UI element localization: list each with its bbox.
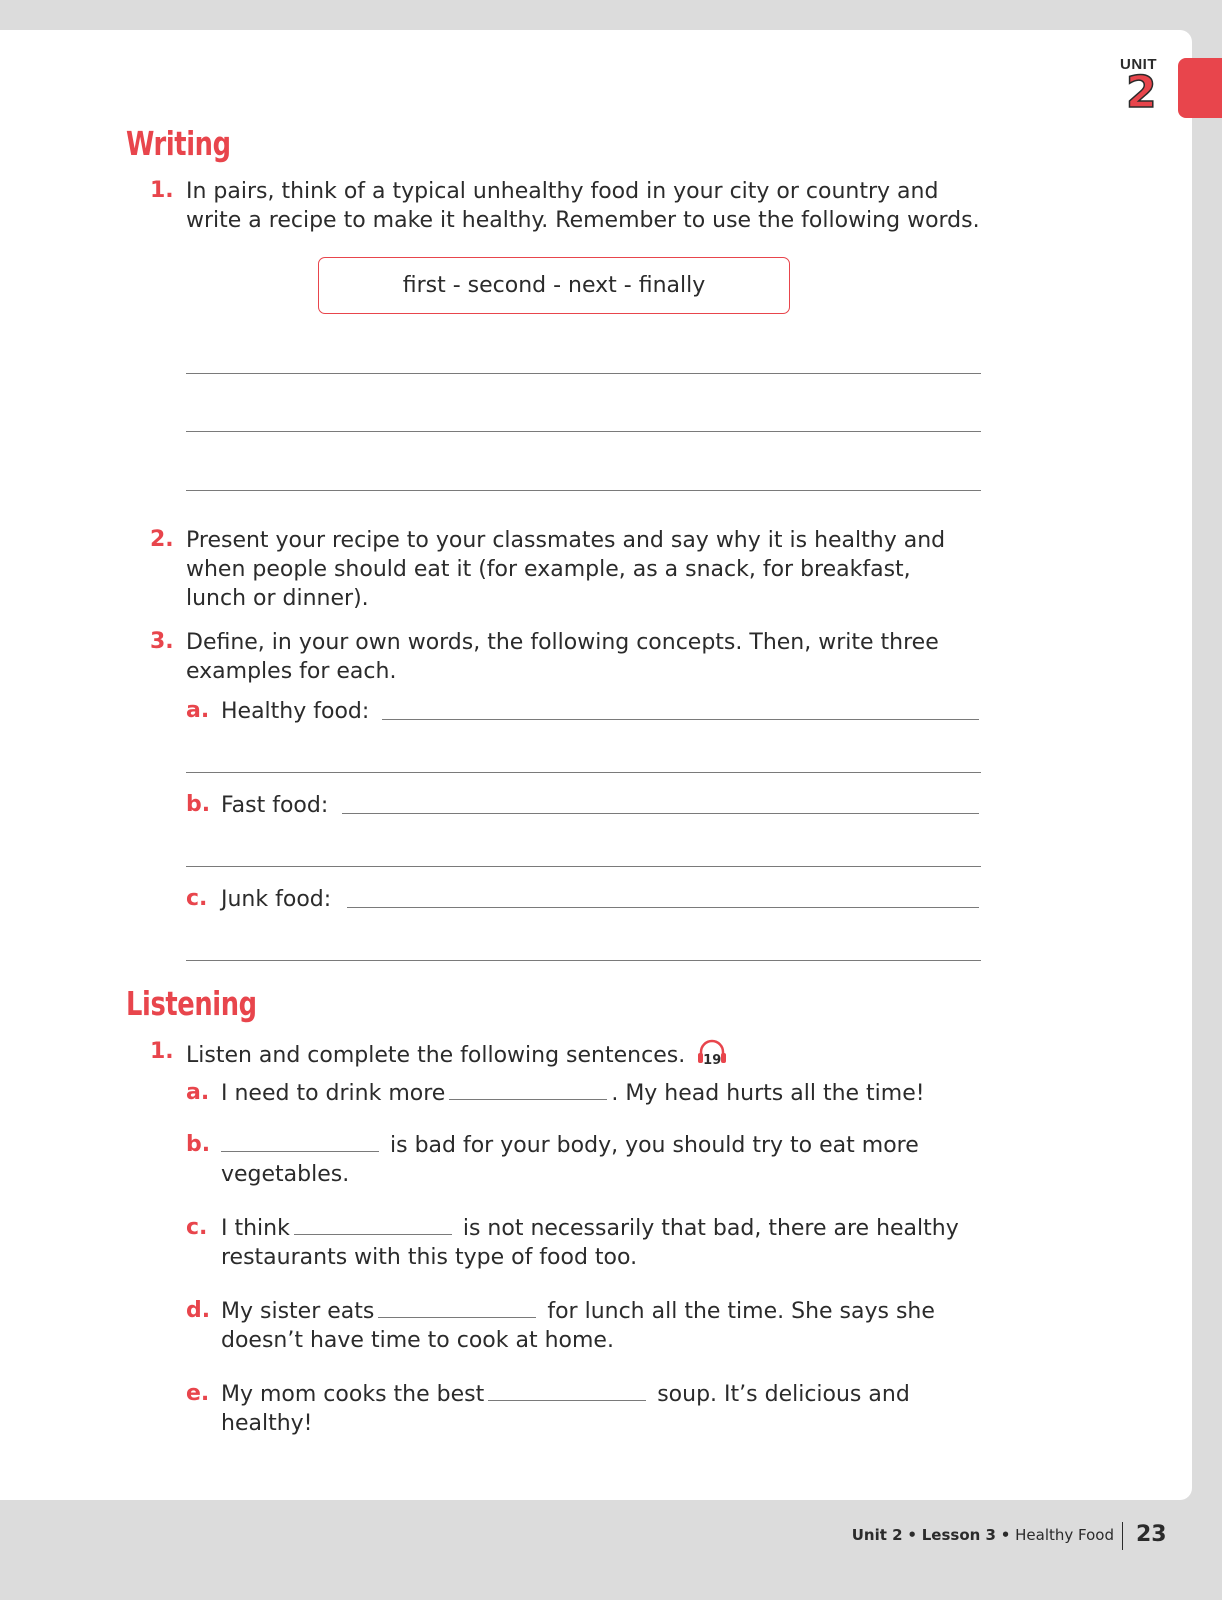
listening-title: Listening xyxy=(126,984,257,1023)
fill-blank[interactable] xyxy=(221,1151,379,1152)
unit-label: UNIT xyxy=(1120,56,1157,73)
headphones-icon[interactable] xyxy=(696,1038,728,1066)
footer-topic: Healthy Food xyxy=(1015,1526,1114,1544)
listening-q1-number: 1. xyxy=(150,1039,174,1064)
sentence-text: My mom cooks the best xyxy=(221,1382,485,1407)
audio-track-number: 19 xyxy=(703,1053,722,1068)
footer-bullet: • xyxy=(907,1526,917,1544)
writing-q1-line1: In pairs, think of a typical unhealthy food in your city or country and xyxy=(186,179,939,204)
junk-food-label: Junk food: xyxy=(221,887,332,912)
sentence-d-line2: doesn’t have time to cook at home. xyxy=(221,1328,614,1353)
answer-line[interactable] xyxy=(342,813,979,814)
item-letter: a. xyxy=(186,698,210,723)
fill-blank[interactable] xyxy=(449,1099,607,1100)
footer-bullet: • xyxy=(1000,1526,1011,1544)
writing-q3-line2: examples for each. xyxy=(186,659,397,684)
footer-divider xyxy=(1122,1522,1123,1550)
answer-line[interactable] xyxy=(186,866,981,867)
fast-food-label: Fast food: xyxy=(221,793,329,818)
answer-line[interactable] xyxy=(186,490,981,491)
answer-line[interactable] xyxy=(347,907,979,908)
word-bank-box: first - second - next - finally xyxy=(318,257,790,314)
writing-q2-line1: Present your recipe to your classmates and say why it is healthy and xyxy=(186,528,946,553)
sentence-c-line2: restaurants with this type of food too. xyxy=(221,1245,638,1270)
sentence-b xyxy=(221,1131,919,1160)
sentence-text: My sister eats xyxy=(221,1299,375,1324)
fill-blank[interactable] xyxy=(294,1234,452,1235)
listening-q1-text xyxy=(186,1038,728,1070)
item-letter: c. xyxy=(186,886,208,911)
sentence-text: I think xyxy=(221,1216,290,1241)
sentence-text: is bad for your body, you should try to eat more xyxy=(390,1133,919,1158)
item-letter: b. xyxy=(186,792,211,817)
listening-instruction: Listen and complete the following sentences. xyxy=(186,1043,686,1068)
worksheet-page xyxy=(0,30,1192,1500)
writing-q1-number: 1. xyxy=(150,178,174,203)
writing-q3-line1: Define, in your own words, the following concepts. Then, write three xyxy=(186,630,939,655)
unit-tab xyxy=(1178,58,1222,118)
writing-q1-line2: write a recipe to make it healthy. Remember to use the following words. xyxy=(186,208,980,233)
sentence-b-line2: vegetables. xyxy=(221,1162,350,1187)
item-letter: a. xyxy=(186,1080,210,1105)
item-letter: e. xyxy=(186,1381,210,1406)
fill-blank[interactable] xyxy=(378,1317,536,1318)
healthy-food-label: Healthy food: xyxy=(221,699,370,724)
sentence-e xyxy=(221,1380,910,1409)
sentence-c xyxy=(221,1214,959,1243)
writing-q2-number: 2. xyxy=(150,527,174,552)
item-letter: d. xyxy=(186,1298,211,1323)
writing-q2-line3: lunch or dinner). xyxy=(186,586,369,611)
fill-blank[interactable] xyxy=(488,1400,646,1401)
answer-line[interactable] xyxy=(382,719,979,720)
page-number: 23 xyxy=(1136,1522,1167,1547)
sentence-d xyxy=(221,1297,935,1326)
unit-number: 2 xyxy=(1126,67,1157,118)
sentence-text: for lunch all the time. She says she xyxy=(547,1299,935,1324)
writing-q2-line2: when people should eat it (for example, as a snack, for breakfast, xyxy=(186,557,911,582)
answer-line[interactable] xyxy=(186,431,981,432)
footer-lesson: Lesson 3 xyxy=(921,1526,996,1544)
sentence-text: soup. It’s delicious and xyxy=(657,1382,910,1407)
sentence-text: I need to drink more xyxy=(221,1081,446,1106)
sentence-e-line2: healthy! xyxy=(221,1411,313,1436)
sentence-a xyxy=(221,1079,925,1108)
sentence-text: . My head hurts all the time! xyxy=(611,1081,925,1106)
item-letter: c. xyxy=(186,1215,208,1240)
answer-line[interactable] xyxy=(186,373,981,374)
writing-q3-number: 3. xyxy=(150,629,174,654)
answer-line[interactable] xyxy=(186,772,981,773)
page-footer xyxy=(0,1522,1222,1552)
footer-unit: Unit 2 xyxy=(851,1526,903,1544)
writing-title: Writing xyxy=(126,124,231,163)
footer-breadcrumb xyxy=(852,1526,1114,1544)
sentence-text: is not necessarily that bad, there are healthy xyxy=(462,1216,959,1241)
answer-line[interactable] xyxy=(186,960,981,961)
item-letter: b. xyxy=(186,1132,211,1157)
